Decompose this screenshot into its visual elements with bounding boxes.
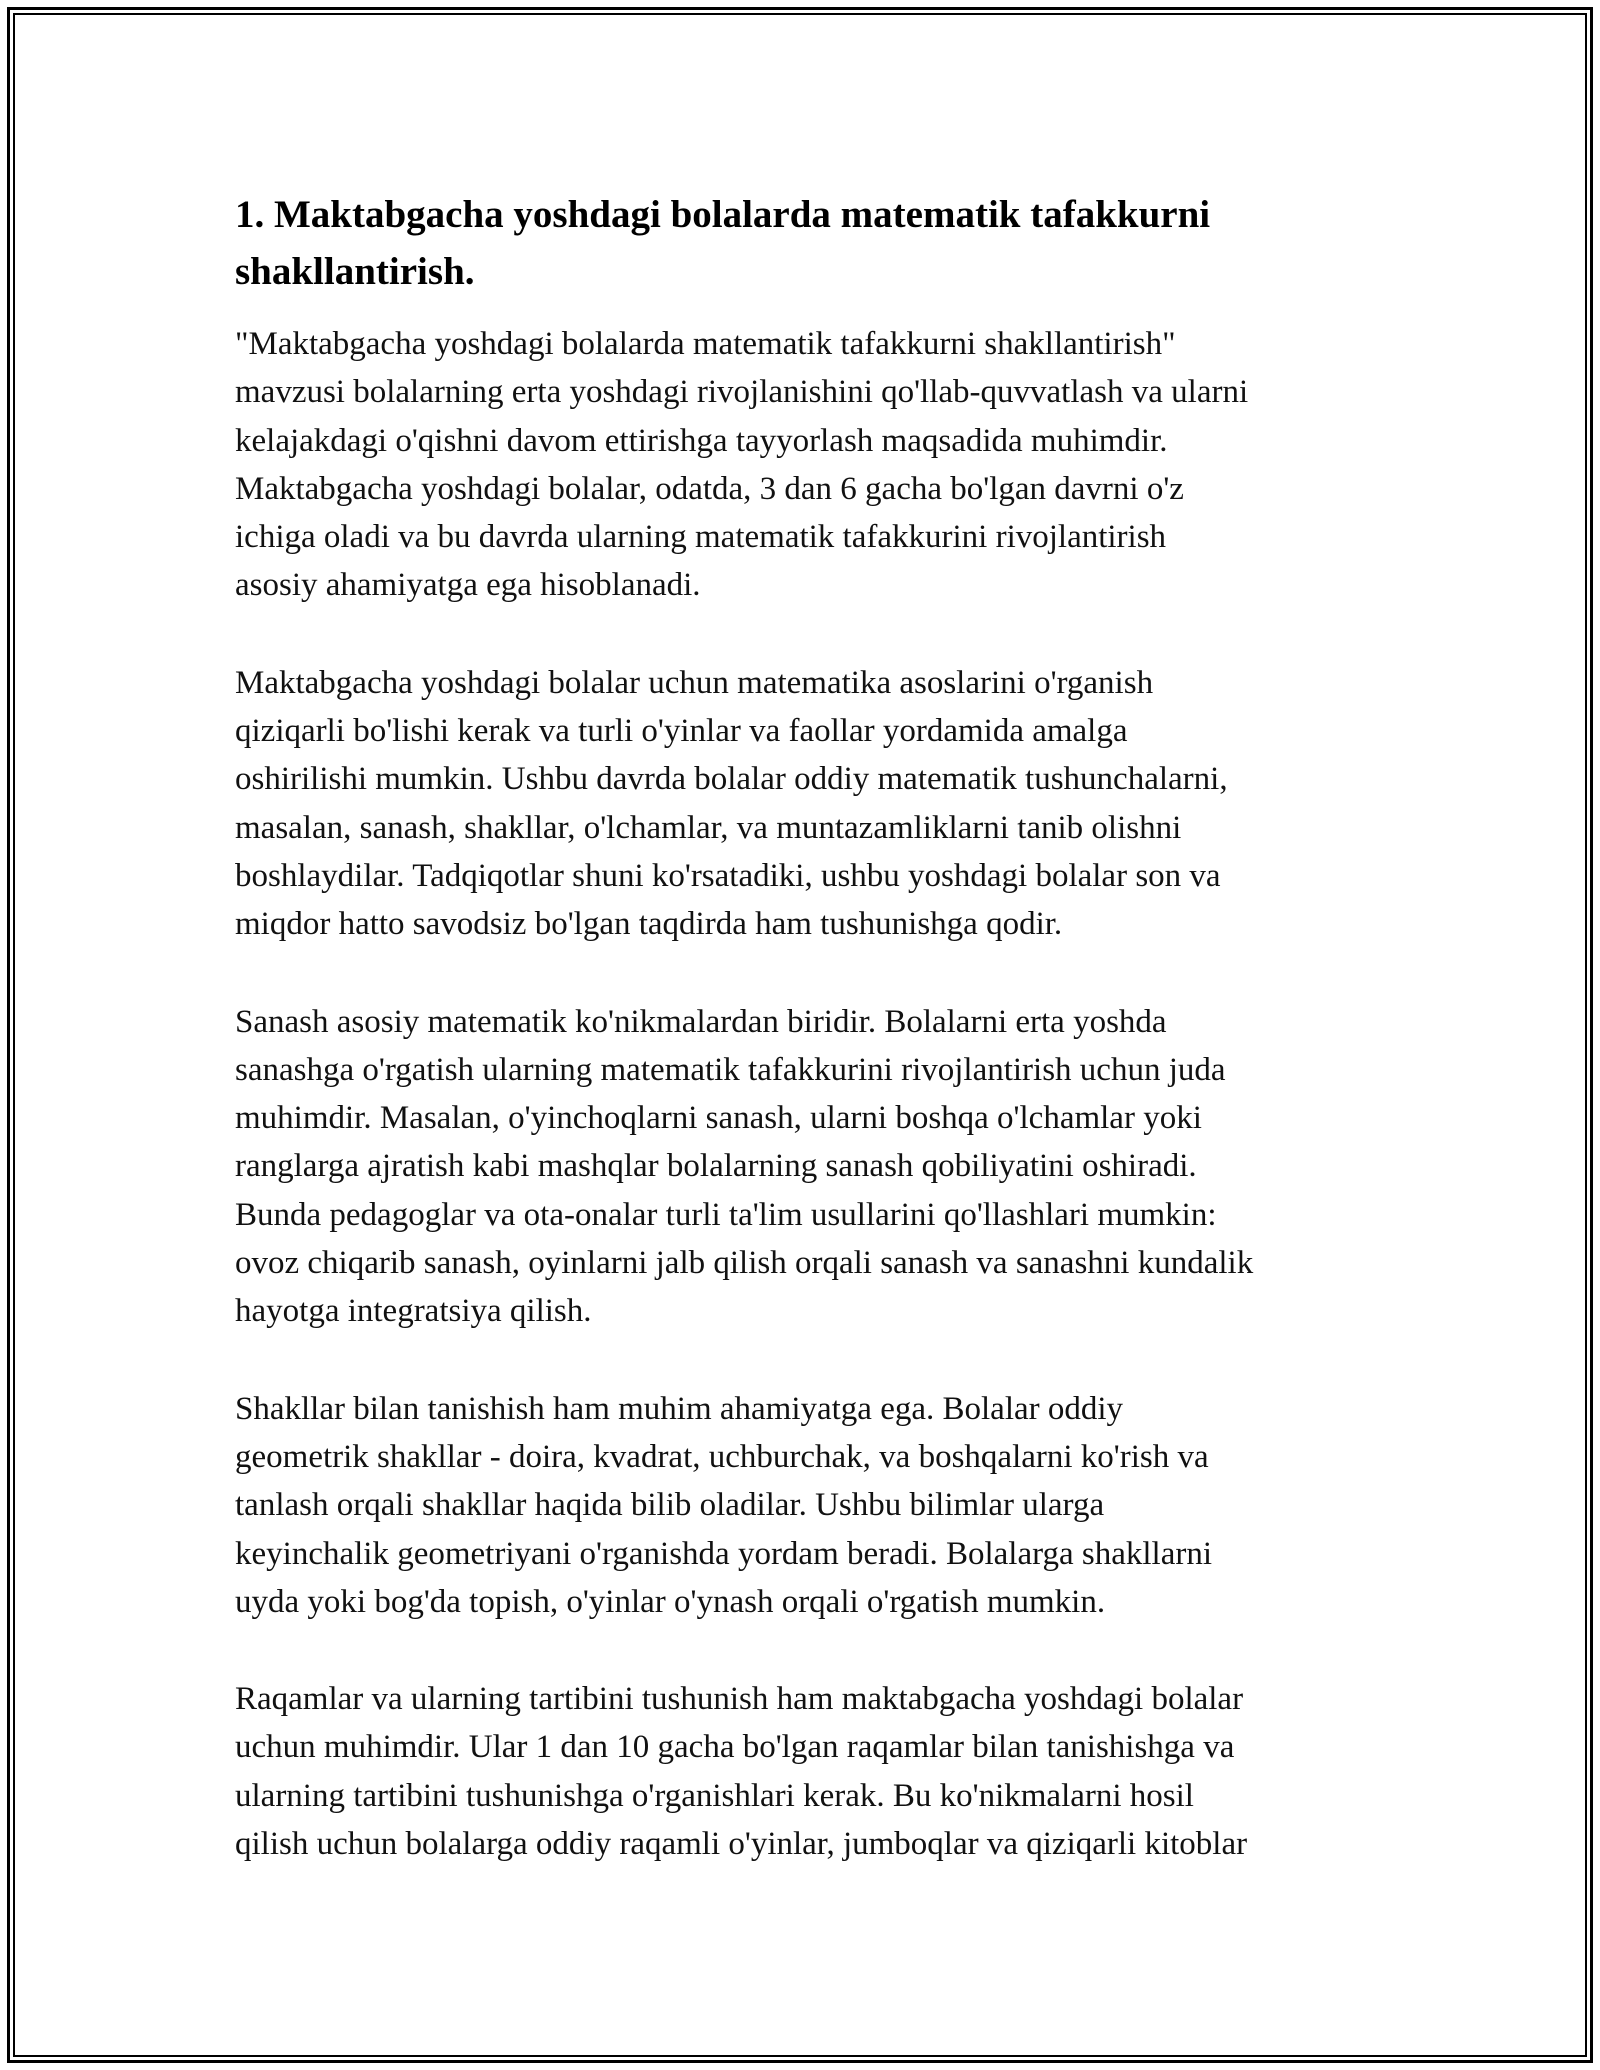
paragraph-4: Shakllar bilan tanishish ham muhim ahamiyatga ega. Bolalar oddiy geometrik shakllar - doira, kvadrat, uchburchak, va boshqalarni ko'rish va tanlash orqali shakllar haqida bilib oladilar. Ushbu bilimlar ularga keyinchalik geometriyani o'rganishda yordam beradi. Bolalarga shakllarni uyda yoki bog'da topish, o'yinlar o'ynash orqali o'rgatish mumkin. xyxy=(235,1390,1213,1620)
document-title: 1. Maktabgacha yoshdagi bolalarda matematik tafakkurni shakllantirish. xyxy=(235,193,1211,293)
paragraph-3: Sanash asosiy matematik ko'nikmalardan biridir. Bolalarni erta yoshda sanashga o'rgatish ularning matematik tafakkurini rivojlantirish uchun juda muhimdir. Masalan, o'yinchoqlarni sanash, ularni boshqa o'lchamlar yoki ranglarga ajratish kabi mashqlar bolalarning sanash qobiliyatini oshiradi. Bunda pedagoglar va ota-onalar turli ta'lim usullarini qo'llashlari mumkin: ovoz chiqarib sanash, oyinlarni jalb qilish orqali sanash va sanashni kundalik hayotga integratsiya qilish. xyxy=(235,1003,1254,1330)
paragraph-2: Maktabgacha yoshdagi bolalar uchun matematika asoslarini o'rganish qiziqarli bo'lishi kerak va turli o'yinlar va faollar yordamida amalga oshirilishi mumkin. Ushbu davrda bolalar oddiy matematik tushunchalarni, masalan, sanash, shakllar, o'lchamlar, va muntazamliklarni tanib olishni boshlaydilar. Tadqiqotlar shuni ko'rsatadiki, ushbu yoshdagi bolalar son va miqdor hatto savodsiz bo'lgan taqdirda ham tushunishga qodir. xyxy=(235,664,1228,943)
paragraph-5: Raqamlar va ularning tartibini tushunish ham maktabgacha yoshdagi bolalar uchun muhimdir. Ular 1 dan 10 gacha bo'lgan raqamlar bilan tanishishga va ularning tartibini tushunishga o'rganishlari kerak. Bu ko'nikmalarni hosil qilish uchun bolalarga oddiy raqamli o'yinlar, jumboqlar va qiziqarli kitoblar xyxy=(235,1681,1248,1863)
document-body xyxy=(235,186,1385,1917)
paragraph-1: "Maktabgacha yoshdagi bolalarda matematik tafakkurni shakllantirish" mavzusi bolalarning erta yoshdagi rivojlanishini qo'llab-quvvatlash va ularni kelajakdagi o'qishni davom ettirishga tayyorlash maqsadida muhimdir. Maktabgacha yoshdagi bolalar, odatda, 3 dan 6 gacha bo'lgan davrni o'z ichiga oladi va bu davrda ularning matematik tafakkurini rivojlantirish asosiy ahamiyatga ega hisoblanadi. xyxy=(235,326,1249,604)
